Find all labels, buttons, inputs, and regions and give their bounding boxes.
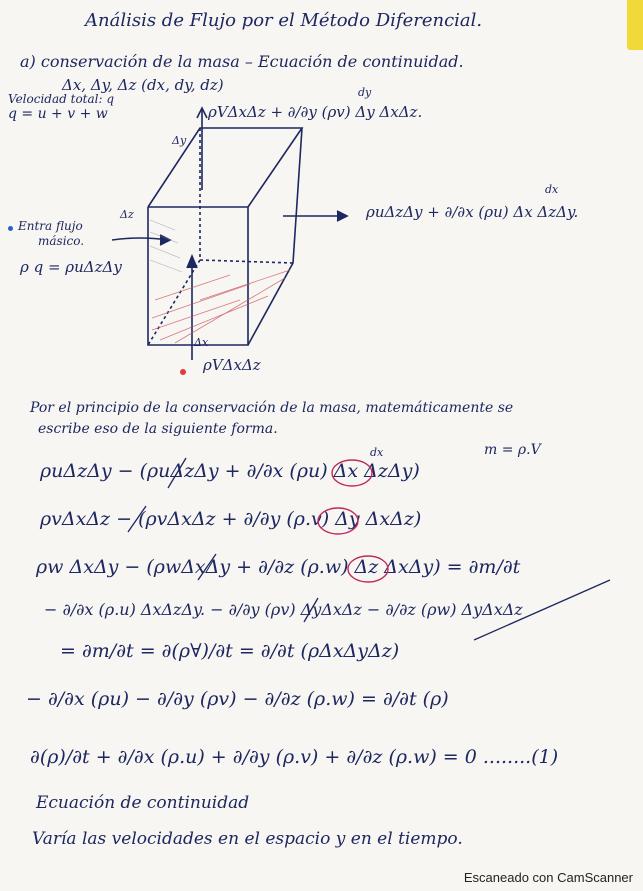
delta-z-label: Δz [120, 208, 134, 221]
top-flow-label: ρVΔxΔz + ∂/∂y (ρv) Δy ΔxΔz. [208, 103, 423, 121]
inlet-note-1: Entra flujo [18, 219, 83, 233]
section-a-heading: a) conservación de la masa – Ecuación de continuidad. [20, 52, 464, 71]
equation-3: ρw ΔxΔy − (ρwΔxΔy + ∂/∂z (ρ.w) Δz ΔxΔy) = ∂m/∂t [36, 556, 521, 578]
page-title: Análisis de Flujo por el Método Diferencial. [85, 10, 483, 31]
right-flow-label: ρuΔzΔy + ∂/∂x (ρu) Δx ΔzΔy. [366, 203, 579, 221]
equation-1: ρuΔzΔy − (ρuΔzΔy + ∂/∂x (ρu) Δx ΔzΔy) [40, 460, 420, 482]
delta-y-label: Δy [172, 134, 187, 147]
equation-7: ∂(ρ)/∂t + ∂/∂x (ρ.u) + ∂/∂y (ρ.v) + ∂/∂z (ρ.w) = 0 ........(1) [30, 746, 559, 768]
inlet-note-2: másico. [38, 234, 85, 248]
closing-remark: Varía las velocidades en el espacio y en el tiempo. [32, 829, 463, 849]
equation-6: − ∂/∂x (ρu) − ∂/∂y (ρv) − ∂/∂z (ρ.w) = ∂/∂t (ρ) [26, 688, 449, 710]
q-equation: q = u + v + w [8, 106, 108, 122]
equation-name: Ecuación de continuidad [36, 793, 250, 813]
dx-mark: dx [545, 183, 559, 196]
inlet-equation: ρ q = ρuΔzΔy [20, 258, 122, 276]
dx-mark-2: dx [370, 446, 384, 459]
equation-5: = ∂m/∂t = ∂(ρ∀)/∂t = ∂/∂t (ρΔxΔyΔz) [60, 640, 400, 662]
dy-mark: dy [358, 86, 372, 99]
velocidad-total: Velocidad total: q [8, 92, 115, 106]
scanner-watermark: Escaneado con CamScanner [463, 870, 633, 885]
equation-4: − ∂/∂x (ρ.u) ΔxΔzΔy. − ∂/∂y (ρv) ΔyΔxΔz − ∂/∂z (ρw) ΔyΔxΔz [44, 600, 523, 619]
deltas-line: Δx, Δy, Δz (dx, dy, dz) [62, 76, 224, 94]
mass-equation: m = ρ.V [484, 442, 541, 458]
principle-line-1: Por el principio de la conservación de la masa, matemáticamente se [30, 400, 514, 416]
equation-2: ρvΔxΔz − (ρvΔxΔz + ∂/∂y (ρ.v) Δy ΔxΔz) [40, 508, 422, 530]
principle-line-2: escribe eso de la siguiente forma. [38, 421, 278, 437]
delta-x-label: Δx [194, 336, 209, 349]
bottom-flow-label: ρVΔxΔz [203, 356, 261, 374]
